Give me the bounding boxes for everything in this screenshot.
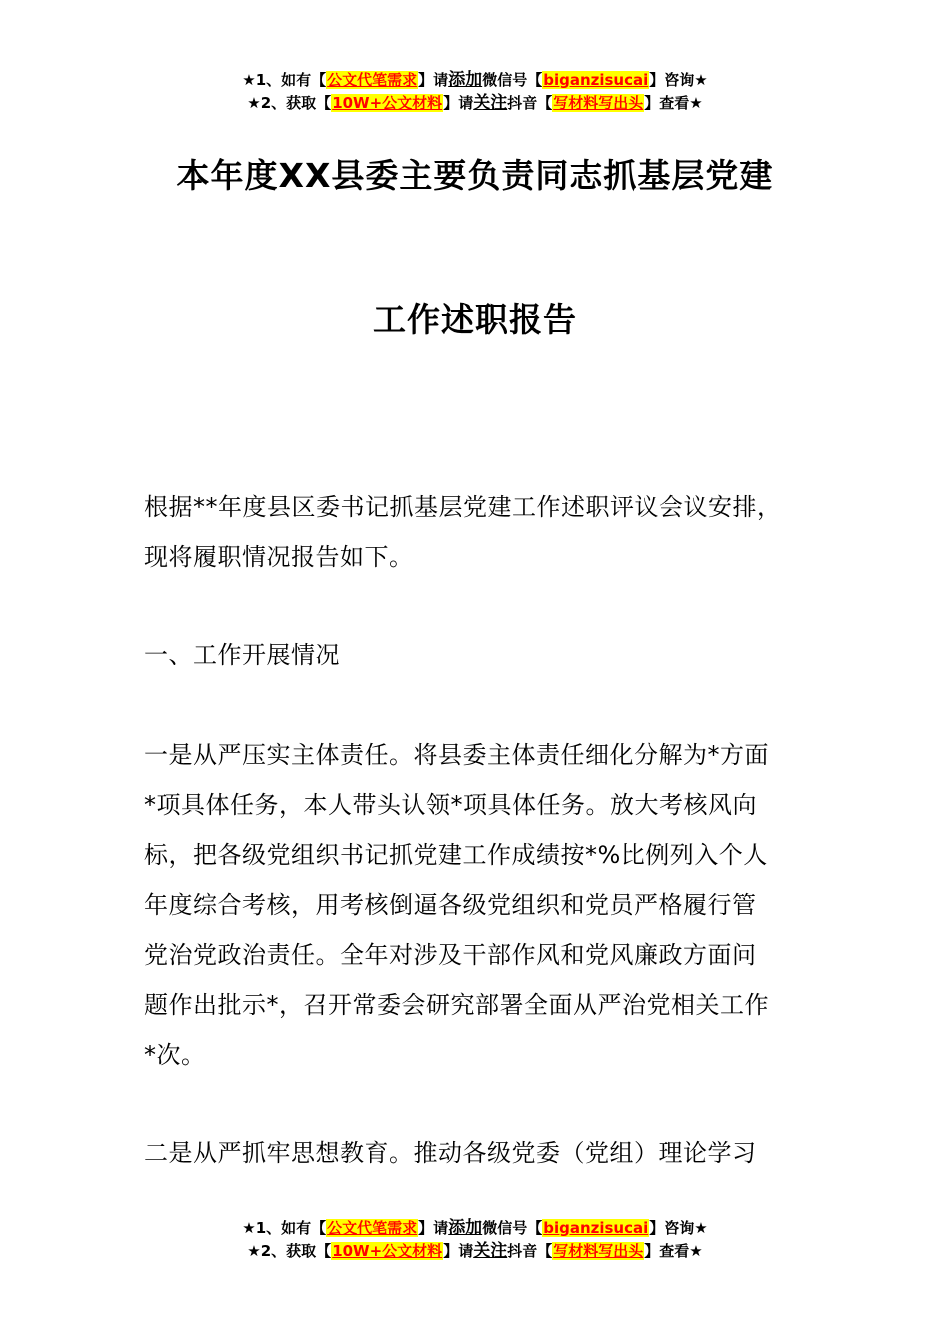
banner-emphasis: 关注 [473, 1241, 508, 1261]
paragraph-line: 一是从严压实主体责任。将县委主体责任细化分解为*方面 [144, 741, 769, 769]
banner-highlight: 公文代笔需求 [327, 71, 418, 89]
paragraph-line: *项具体任务，本人带头认领*项具体任务。放大考核风向 [144, 791, 757, 819]
banner-highlight: 10W+公文材料 [332, 1242, 443, 1260]
banner-text: 微信号【 [482, 71, 543, 89]
banner-text: 抖音【 [507, 94, 553, 112]
top-banner [0, 69, 950, 115]
paragraph-line: 标，把各级党组织书记抓党建工作成绩按*%比例列入个人 [144, 841, 768, 869]
banner-line-2 [0, 1240, 950, 1263]
paragraph-line: 党治党政治责任。全年对涉及干部作风和党风廉政方面问 [144, 941, 757, 969]
banner-emphasis: 添加 [448, 70, 483, 90]
banner-highlight: 10W+公文材料 [332, 94, 443, 112]
banner-emphasis: 关注 [473, 93, 508, 113]
body-paragraph-1 [144, 730, 834, 1080]
banner-highlight-wechat: biganzisucai [543, 1219, 649, 1237]
banner-emphasis: 添加 [448, 1218, 483, 1238]
intro-paragraph [144, 482, 834, 582]
banner-line-1 [0, 1217, 950, 1240]
banner-text: 】请 [443, 94, 474, 112]
banner-text: 】请 [443, 1242, 474, 1260]
bottom-banner [0, 1217, 950, 1263]
section-heading: 一、工作开展情况 [144, 641, 340, 669]
document-title-line-1: 本年度XX县委主要负责同志抓基层党建 [176, 156, 774, 195]
banner-text: 】咨询★ [649, 1219, 708, 1237]
banner-text: ★2、获取【 [247, 1242, 332, 1260]
paragraph-line: *次。 [144, 1041, 206, 1069]
body-paragraph-2 [144, 1128, 834, 1178]
banner-line-1 [0, 69, 950, 92]
paragraph-line: 题作出批示*，召开常委会研究部署全面从严治党相关工作 [144, 991, 769, 1019]
banner-text: 抖音【 [507, 1242, 553, 1260]
banner-text: ★1、如有【 [242, 1219, 327, 1237]
banner-highlight: 公文代笔需求 [327, 1219, 418, 1237]
paragraph-line: 根据**年度县区委书记抓基层党建工作述职评议会议安排， [144, 493, 782, 521]
banner-text: ★1、如有【 [242, 71, 327, 89]
banner-highlight-douyin: 写材料写出头 [553, 1242, 644, 1260]
paragraph-line: 年度综合考核，用考核倒逼各级党组织和党员严格履行管 [144, 891, 757, 919]
paragraph-line: 现将履职情况报告如下。 [144, 543, 414, 571]
banner-text: 】请 [418, 71, 449, 89]
banner-text: 】咨询★ [649, 71, 708, 89]
banner-highlight-douyin: 写材料写出头 [553, 94, 644, 112]
banner-highlight-wechat: biganzisucai [543, 71, 649, 89]
banner-text: 微信号【 [482, 1219, 543, 1237]
banner-text: 】查看★ [644, 94, 703, 112]
banner-text: 】请 [418, 1219, 449, 1237]
banner-text: 】查看★ [644, 1242, 703, 1260]
paragraph-line: 二是从严抓牢思想教育。推动各级党委（党组）理论学习 [144, 1139, 757, 1167]
banner-text: ★2、获取【 [247, 94, 332, 112]
banner-line-2 [0, 92, 950, 115]
document-title-line-2: 工作述职报告 [373, 300, 577, 339]
